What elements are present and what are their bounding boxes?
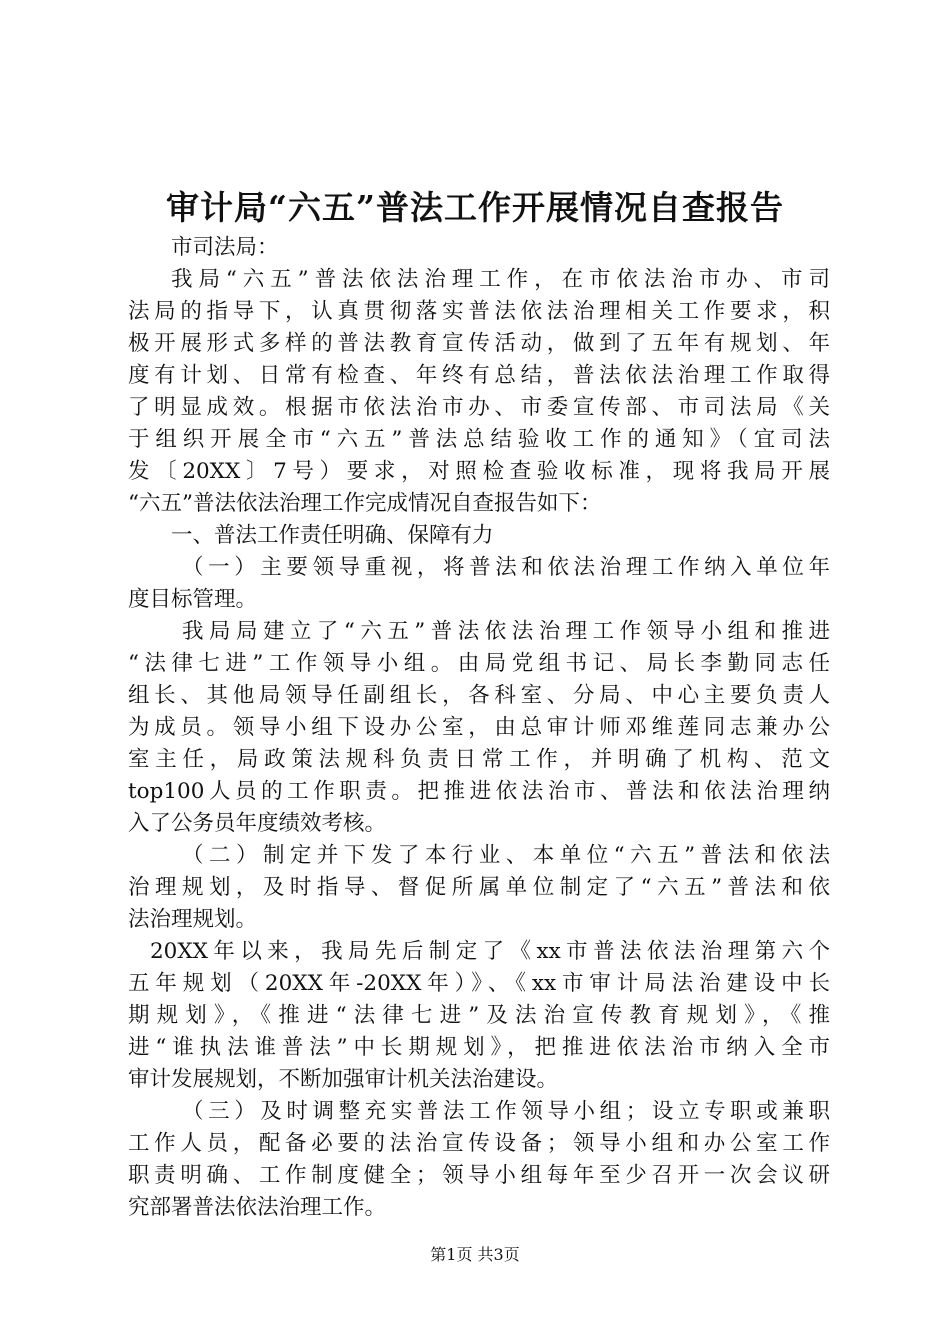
paragraph-line: 进“谁执法谁普法”中长期规划》，把推进依法治市纳入全市: [128, 1035, 830, 1060]
subsection-heading: 法治理规划。: [128, 907, 258, 932]
paragraph-line: top100人员的工作职责。把推进依法治市、普法和依法治理纳: [128, 779, 830, 804]
paragraph-line: 度有计划、日常有检查、年终有总结，普法依法治理工作取得: [128, 363, 830, 388]
paragraph-line: 入了公务员年度绩效考核。: [128, 811, 387, 836]
paragraph-line: 于组织开展全市“六五”普法总结验收工作的通知》（宜司法: [128, 427, 830, 452]
paragraph-line: “法律七进”工作领导小组。由局党组书记、局长李勤同志任: [128, 651, 830, 676]
paragraph-line: 组长、其他局领导任副组长，各科室、分局、中心主要负责人: [128, 683, 830, 708]
subsection-heading: （一）主要领导重视，将普法和依法治理工作纳入单位年: [182, 555, 830, 580]
paragraph-line: 为成员。领导小组下设办公室，由总审计师邓维莲同志兼办公: [128, 715, 830, 740]
salutation-line: 市司法局：: [171, 235, 279, 260]
subsection-heading: （三）及时调整充实普法工作领导小组；设立专职或兼职: [182, 1099, 830, 1124]
paragraph-line: 室主任，局政策法规科负责日常工作，并明确了机构、范文: [128, 747, 830, 772]
page-footer: [0, 1244, 950, 1266]
subsection-heading: 治理规划，及时指导、督促所属单位制定了“六五”普法和依: [128, 875, 830, 900]
document-body: [128, 232, 830, 1224]
paragraph-line: 我局局建立了“六五”普法依法治理工作领导小组和推进: [182, 619, 830, 644]
paragraph-line: 极开展形式多样的普法教育宣传活动，做到了五年有规划、年: [128, 331, 830, 356]
paragraph-line: 法局的指导下，认真贯彻落实普法依法治理相关工作要求，积: [128, 299, 830, 324]
paragraph-line: 五年规划（20XX年-20XX年）》、《xx市审计局法治建设中长: [128, 971, 830, 996]
paragraph-line: 我局“六五”普法依法治理工作，在市依法治市办、市司: [171, 267, 830, 292]
paragraph-line: 工作人员，配备必要的法治宣传设备；领导小组和办公室工作: [128, 1131, 830, 1156]
paragraph-line: 期规划》，《推进“法律七进”及法治宣传教育规划》，《推: [128, 1003, 830, 1028]
paragraph-line: 了明显成效。根据市依法治市办、市委宣传部、市司法局《关: [128, 395, 830, 420]
paragraph-line: 审计发展规划，不断加强审计机关法治建设。: [128, 1067, 559, 1092]
section-heading: 一、普法工作责任明确、保障有力: [171, 523, 494, 548]
subsection-heading: 度目标管理。: [128, 587, 258, 612]
subsection-heading: （二）制定并下发了本行业、本单位“六五”普法和依法: [182, 843, 830, 868]
paragraph-line: 发〔20XX〕7号）要求，对照检查验收标准，现将我局开展: [128, 459, 830, 484]
paragraph-line: 究部署普法依法治理工作。: [128, 1195, 387, 1220]
paragraph-line: “六五”普法依法治理工作完成情况自查报告如下：: [128, 491, 602, 516]
paragraph-line: 职责明确、工作制度健全；领导小组每年至少召开一次会议研: [128, 1163, 830, 1188]
document-title: 审计局“六五”普法工作开展情况自查报告: [166, 188, 784, 227]
paragraph-line: 20XX年以来，我局先后制定了《xx市普法依法治理第六个: [150, 939, 830, 964]
page-indicator: 第1页 共3页: [430, 1245, 520, 1264]
